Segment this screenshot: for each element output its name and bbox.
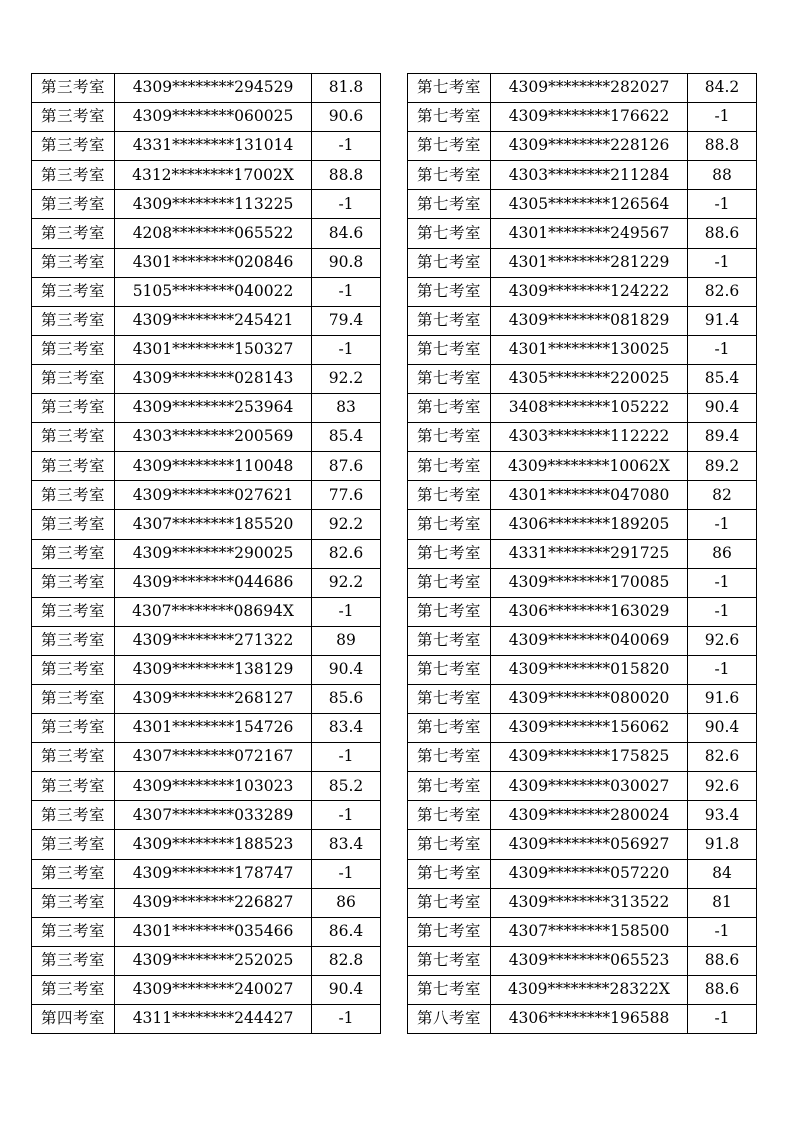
- exam-room-cell: 第七考室: [408, 859, 491, 888]
- exam-room-cell: 第七考室: [408, 510, 491, 539]
- exam-room-cell: 第三考室: [32, 161, 115, 190]
- id-number-cell: 4309********081829: [491, 306, 688, 335]
- table-row: [408, 103, 757, 132]
- exam-room-cell: 第三考室: [32, 626, 115, 655]
- table-row: [408, 452, 757, 481]
- table-row: [32, 830, 381, 859]
- id-number-cell: 4311********244427: [115, 1005, 312, 1034]
- score-cell: 88.6: [688, 975, 757, 1004]
- id-number-cell: 4309********138129: [115, 655, 312, 684]
- exam-room-cell: 第七考室: [408, 888, 491, 917]
- score-cell: 90.4: [312, 975, 381, 1004]
- score-cell: 87.6: [312, 452, 381, 481]
- id-number-cell: 4309********027621: [115, 481, 312, 510]
- table-row: [32, 568, 381, 597]
- score-cell: 91.4: [688, 306, 757, 335]
- table-row: [32, 714, 381, 743]
- score-cell: -1: [688, 248, 757, 277]
- table-row: [32, 772, 381, 801]
- table-row: [408, 335, 757, 364]
- exam-room-cell: 第三考室: [32, 597, 115, 626]
- id-number-cell: 4305********220025: [491, 364, 688, 393]
- score-cell: 84.2: [688, 74, 757, 103]
- id-number-cell: 4309********253964: [115, 394, 312, 423]
- table-row: [408, 1005, 757, 1034]
- table-row: [408, 74, 757, 103]
- score-cell: -1: [312, 190, 381, 219]
- table-row: [408, 539, 757, 568]
- exam-room-cell: 第七考室: [408, 423, 491, 452]
- exam-room-cell: 第三考室: [32, 277, 115, 306]
- id-number-cell: 4208********065522: [115, 219, 312, 248]
- table-row: [408, 597, 757, 626]
- table-row: [32, 743, 381, 772]
- table-row: [32, 423, 381, 452]
- id-number-cell: 4309********030027: [491, 772, 688, 801]
- exam-room-cell: 第三考室: [32, 888, 115, 917]
- id-number-cell: 4307********185520: [115, 510, 312, 539]
- exam-room-cell: 第三考室: [32, 306, 115, 335]
- id-number-cell: 4301********281229: [491, 248, 688, 277]
- table-row: [32, 277, 381, 306]
- exam-room-cell: 第七考室: [408, 830, 491, 859]
- table-row: [32, 888, 381, 917]
- exam-room-cell: 第七考室: [408, 655, 491, 684]
- table-row: [32, 248, 381, 277]
- score-cell: -1: [312, 335, 381, 364]
- id-number-cell: 4309********056927: [491, 830, 688, 859]
- id-number-cell: 4309********188523: [115, 830, 312, 859]
- table-row: [408, 364, 757, 393]
- id-number-cell: 4301********154726: [115, 714, 312, 743]
- score-cell: 83.4: [312, 714, 381, 743]
- score-cell: 82: [688, 481, 757, 510]
- score-cell: 90.8: [312, 248, 381, 277]
- exam-room-cell: 第七考室: [408, 132, 491, 161]
- table-row: [32, 801, 381, 830]
- table-row: [32, 74, 381, 103]
- exam-room-cell: 第七考室: [408, 801, 491, 830]
- exam-room-cell: 第七考室: [408, 452, 491, 481]
- table-row: [32, 1005, 381, 1034]
- exam-room-cell: 第七考室: [408, 539, 491, 568]
- score-cell: 81: [688, 888, 757, 917]
- table-row: [408, 655, 757, 684]
- score-cell: 82.6: [688, 277, 757, 306]
- id-number-cell: 4301********249567: [491, 219, 688, 248]
- table-row: [408, 219, 757, 248]
- score-cell: 91.8: [688, 830, 757, 859]
- table-row: [32, 103, 381, 132]
- id-number-cell: 4309********124222: [491, 277, 688, 306]
- table-row: [32, 219, 381, 248]
- id-number-cell: 4309********271322: [115, 626, 312, 655]
- table-row: [408, 277, 757, 306]
- id-number-cell: 4301********020846: [115, 248, 312, 277]
- id-number-cell: 4309********103023: [115, 772, 312, 801]
- exam-room-cell: 第三考室: [32, 714, 115, 743]
- exam-room-cell: 第七考室: [408, 277, 491, 306]
- exam-room-cell: 第三考室: [32, 975, 115, 1004]
- exam-room-cell: 第三考室: [32, 132, 115, 161]
- table-row: [32, 946, 381, 975]
- exam-room-cell: 第七考室: [408, 306, 491, 335]
- score-cell: -1: [688, 597, 757, 626]
- exam-room-cell: 第七考室: [408, 597, 491, 626]
- score-cell: 88: [688, 161, 757, 190]
- table-row: [408, 394, 757, 423]
- score-cell: 88.6: [688, 946, 757, 975]
- id-number-cell: 4306********163029: [491, 597, 688, 626]
- table-row: [408, 306, 757, 335]
- table-row: [32, 452, 381, 481]
- score-cell: 88.8: [688, 132, 757, 161]
- exam-room-cell: 第八考室: [408, 1005, 491, 1034]
- id-number-cell: 4309********313522: [491, 888, 688, 917]
- id-number-cell: 4309********282027: [491, 74, 688, 103]
- id-number-cell: 4309********113225: [115, 190, 312, 219]
- score-cell: 88.6: [688, 219, 757, 248]
- id-number-cell: 4309********040069: [491, 626, 688, 655]
- exam-room-cell: 第三考室: [32, 859, 115, 888]
- score-cell: 82.6: [688, 743, 757, 772]
- score-cell: 88.8: [312, 161, 381, 190]
- score-cell: -1: [312, 132, 381, 161]
- exam-room-cell: 第七考室: [408, 714, 491, 743]
- id-number-cell: 4309********280024: [491, 801, 688, 830]
- score-cell: -1: [688, 190, 757, 219]
- table-row: [32, 655, 381, 684]
- table-row: [408, 132, 757, 161]
- exam-room-cell: 第七考室: [408, 103, 491, 132]
- score-cell: 86: [312, 888, 381, 917]
- id-number-cell: 4309********060025: [115, 103, 312, 132]
- id-number-cell: 4309********044686: [115, 568, 312, 597]
- score-cell: 85.4: [312, 423, 381, 452]
- score-cell: 93.4: [688, 801, 757, 830]
- id-number-cell: 4307********158500: [491, 917, 688, 946]
- table-row: [32, 394, 381, 423]
- score-cell: -1: [312, 1005, 381, 1034]
- id-number-cell: 4309********228126: [491, 132, 688, 161]
- table-row: [408, 743, 757, 772]
- score-cell: 83: [312, 394, 381, 423]
- score-cell: -1: [688, 917, 757, 946]
- id-number-cell: 4307********08694X: [115, 597, 312, 626]
- exam-room-cell: 第三考室: [32, 190, 115, 219]
- id-number-cell: 4309********028143: [115, 364, 312, 393]
- id-number-cell: 4303********200569: [115, 423, 312, 452]
- exam-room-cell: 第三考室: [32, 917, 115, 946]
- score-table-right-body: [408, 74, 757, 1034]
- score-cell: 86: [688, 539, 757, 568]
- score-cell: 92.2: [312, 568, 381, 597]
- table-row: [408, 423, 757, 452]
- table-row: [408, 714, 757, 743]
- id-number-cell: 4301********035466: [115, 917, 312, 946]
- score-cell: 90.6: [312, 103, 381, 132]
- table-row: [408, 248, 757, 277]
- exam-room-cell: 第三考室: [32, 74, 115, 103]
- exam-room-cell: 第七考室: [408, 975, 491, 1004]
- table-row: [408, 626, 757, 655]
- score-cell: 86.4: [312, 917, 381, 946]
- table-row: [32, 364, 381, 393]
- table-row: [408, 568, 757, 597]
- exam-room-cell: 第三考室: [32, 684, 115, 713]
- score-cell: 92.2: [312, 510, 381, 539]
- id-number-cell: 4309********110048: [115, 452, 312, 481]
- id-number-cell: 4309********175825: [491, 743, 688, 772]
- id-number-cell: 4303********211284: [491, 161, 688, 190]
- score-cell: 82.6: [312, 539, 381, 568]
- score-table-left: [31, 73, 381, 1034]
- exam-room-cell: 第三考室: [32, 423, 115, 452]
- table-row: [408, 190, 757, 219]
- table-row: [408, 975, 757, 1004]
- id-number-cell: 4309********156062: [491, 714, 688, 743]
- table-row: [408, 801, 757, 830]
- score-cell: -1: [688, 1005, 757, 1034]
- id-number-cell: 4309********065523: [491, 946, 688, 975]
- exam-room-cell: 第三考室: [32, 103, 115, 132]
- table-row: [32, 539, 381, 568]
- table-row: [32, 975, 381, 1004]
- score-cell: 90.4: [688, 714, 757, 743]
- score-cell: -1: [312, 859, 381, 888]
- score-cell: 92.6: [688, 772, 757, 801]
- score-cell: 89: [312, 626, 381, 655]
- table-row: [32, 597, 381, 626]
- exam-room-cell: 第四考室: [32, 1005, 115, 1034]
- table-row: [408, 888, 757, 917]
- table-row: [408, 772, 757, 801]
- id-number-cell: 4331********291725: [491, 539, 688, 568]
- table-row: [32, 132, 381, 161]
- exam-room-cell: 第七考室: [408, 917, 491, 946]
- id-number-cell: 4309********294529: [115, 74, 312, 103]
- id-number-cell: 4309********226827: [115, 888, 312, 917]
- score-cell: 85.4: [688, 364, 757, 393]
- id-number-cell: 4309********268127: [115, 684, 312, 713]
- id-number-cell: 4301********130025: [491, 335, 688, 364]
- score-cell: 90.4: [688, 394, 757, 423]
- exam-room-cell: 第三考室: [32, 510, 115, 539]
- exam-room-cell: 第三考室: [32, 248, 115, 277]
- exam-room-cell: 第七考室: [408, 684, 491, 713]
- id-number-cell: 4303********112222: [491, 423, 688, 452]
- table-row: [32, 335, 381, 364]
- id-number-cell: 4309********290025: [115, 539, 312, 568]
- id-number-cell: 5105********040022: [115, 277, 312, 306]
- exam-room-cell: 第七考室: [408, 394, 491, 423]
- exam-room-cell: 第七考室: [408, 190, 491, 219]
- id-number-cell: 4312********17002X: [115, 161, 312, 190]
- score-cell: 85.2: [312, 772, 381, 801]
- exam-room-cell: 第三考室: [32, 568, 115, 597]
- score-cell: 85.6: [312, 684, 381, 713]
- score-cell: 91.6: [688, 684, 757, 713]
- score-cell: -1: [688, 655, 757, 684]
- table-row: [408, 481, 757, 510]
- id-number-cell: 4309********10062X: [491, 452, 688, 481]
- exam-room-cell: 第七考室: [408, 248, 491, 277]
- exam-room-cell: 第三考室: [32, 743, 115, 772]
- id-number-cell: 4309********240027: [115, 975, 312, 1004]
- table-row: [408, 859, 757, 888]
- exam-room-cell: 第七考室: [408, 743, 491, 772]
- id-number-cell: 4309********28322X: [491, 975, 688, 1004]
- score-cell: 92.2: [312, 364, 381, 393]
- exam-room-cell: 第七考室: [408, 946, 491, 975]
- exam-room-cell: 第七考室: [408, 219, 491, 248]
- table-row: [32, 190, 381, 219]
- id-number-cell: 4309********057220: [491, 859, 688, 888]
- exam-room-cell: 第七考室: [408, 74, 491, 103]
- exam-room-cell: 第三考室: [32, 335, 115, 364]
- score-table-left-body: [32, 74, 381, 1034]
- id-number-cell: 4309********176622: [491, 103, 688, 132]
- id-number-cell: 4309********252025: [115, 946, 312, 975]
- score-cell: -1: [688, 568, 757, 597]
- exam-room-cell: 第三考室: [32, 219, 115, 248]
- id-number-cell: 4331********131014: [115, 132, 312, 161]
- exam-room-cell: 第七考室: [408, 364, 491, 393]
- score-cell: 83.4: [312, 830, 381, 859]
- score-cell: 77.6: [312, 481, 381, 510]
- score-cell: 81.8: [312, 74, 381, 103]
- score-cell: 82.8: [312, 946, 381, 975]
- id-number-cell: 4306********189205: [491, 510, 688, 539]
- exam-room-cell: 第三考室: [32, 394, 115, 423]
- table-row: [32, 859, 381, 888]
- id-number-cell: 4305********126564: [491, 190, 688, 219]
- table-row: [32, 917, 381, 946]
- score-cell: -1: [688, 103, 757, 132]
- table-row: [408, 161, 757, 190]
- score-cell: -1: [312, 597, 381, 626]
- score-table-right: [407, 73, 757, 1034]
- exam-room-cell: 第七考室: [408, 626, 491, 655]
- score-cell: 89.4: [688, 423, 757, 452]
- exam-room-cell: 第七考室: [408, 335, 491, 364]
- exam-room-cell: 第三考室: [32, 830, 115, 859]
- table-row: [408, 946, 757, 975]
- score-cell: -1: [688, 335, 757, 364]
- exam-room-cell: 第七考室: [408, 568, 491, 597]
- exam-room-cell: 第三考室: [32, 539, 115, 568]
- id-number-cell: 4309********178747: [115, 859, 312, 888]
- id-number-cell: 4309********170085: [491, 568, 688, 597]
- exam-room-cell: 第三考室: [32, 772, 115, 801]
- id-number-cell: 4309********015820: [491, 655, 688, 684]
- score-cell: -1: [688, 510, 757, 539]
- id-number-cell: 3408********105222: [491, 394, 688, 423]
- exam-room-cell: 第七考室: [408, 161, 491, 190]
- exam-room-cell: 第三考室: [32, 801, 115, 830]
- table-row: [408, 830, 757, 859]
- id-number-cell: 4307********072167: [115, 743, 312, 772]
- table-row: [32, 510, 381, 539]
- id-number-cell: 4301********150327: [115, 335, 312, 364]
- exam-room-cell: 第七考室: [408, 772, 491, 801]
- table-row: [32, 306, 381, 335]
- id-number-cell: 4309********245421: [115, 306, 312, 335]
- exam-room-cell: 第三考室: [32, 655, 115, 684]
- exam-room-cell: 第三考室: [32, 452, 115, 481]
- exam-room-cell: 第三考室: [32, 946, 115, 975]
- score-cell: 90.4: [312, 655, 381, 684]
- id-number-cell: 4309********080020: [491, 684, 688, 713]
- exam-room-cell: 第三考室: [32, 364, 115, 393]
- score-cell: -1: [312, 801, 381, 830]
- table-row: [408, 917, 757, 946]
- table-row: [32, 481, 381, 510]
- id-number-cell: 4301********047080: [491, 481, 688, 510]
- score-cell: 84: [688, 859, 757, 888]
- table-row: [32, 161, 381, 190]
- table-row: [32, 626, 381, 655]
- score-cell: 89.2: [688, 452, 757, 481]
- table-row: [408, 510, 757, 539]
- exam-room-cell: 第三考室: [32, 481, 115, 510]
- score-cell: 79.4: [312, 306, 381, 335]
- score-cell: 92.6: [688, 626, 757, 655]
- score-cell: 84.6: [312, 219, 381, 248]
- id-number-cell: 4306********196588: [491, 1005, 688, 1034]
- table-row: [32, 684, 381, 713]
- exam-room-cell: 第七考室: [408, 481, 491, 510]
- id-number-cell: 4307********033289: [115, 801, 312, 830]
- score-cell: -1: [312, 743, 381, 772]
- score-cell: -1: [312, 277, 381, 306]
- table-row: [408, 684, 757, 713]
